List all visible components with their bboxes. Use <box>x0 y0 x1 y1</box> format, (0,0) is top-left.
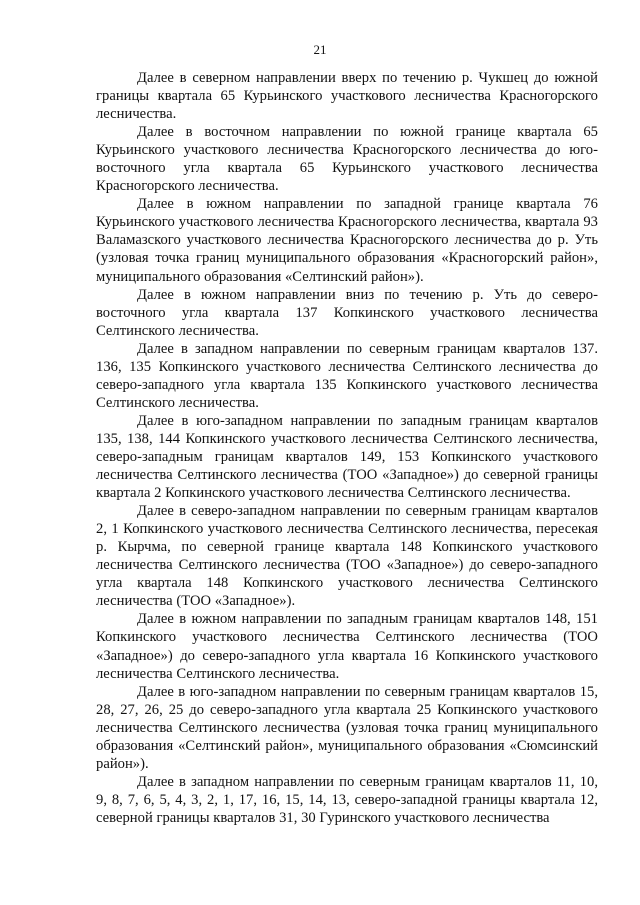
page-number: 21 <box>313 42 327 57</box>
paragraph: Далее в западном направлении по северным границам кварталов 137. 136, 135 Копкинского участкового лесничества Селтинского лесничества до северо-западного угла квартала 135 Копкинского участкового лесничества Селтинского лесничества. <box>96 340 598 411</box>
document-body <box>96 69 598 827</box>
paragraph: Далее в юго-западном направлении по западным границам кварталов 135, 138, 144 Копкинского участкового лесничества Селтинского лесничества, северо-западным границам кварталов 149, 153 Копкинского участкового лесничества Селтинского лесничества (ТОО «Западное») до северной границы квартала 2 Копкинского участкового лесничества Селтинского лесничества. <box>96 412 598 502</box>
paragraph: Далее в южном направлении по западным границам кварталов 148, 151 Копкинского участкового лесничества Селтинского лесничества (ТОО «Западное») до северо-западного угла квартала 16 Копкинского участкового лесничества Селтинского лесничества. <box>96 611 598 682</box>
paragraph: Далее в северном направлении вверх по течению р. Чукшец до южной границы квартала 65 Курьинского участкового лесничества Красногорского лесничества. <box>96 70 598 123</box>
paragraph: Далее в южном направлении вниз по течению р. Уть до северо-восточного угла квартала 137 Копкинского участкового лесничества Селтинского лесничества. <box>96 286 598 339</box>
paragraph: Далее в западном направлении по северным границам кварталов 11, 10, 9, 8, 7, 6, 5, 4, 3, 2, 1, 17, 16, 15, 14, 13, северо-западной границы квартала 12, северной границы кварталов 31, 30 Гуринского участкового лесничества <box>96 773 598 826</box>
paragraph: Далее в восточном направлении по южной границе квартала 65 Курьинского участкового лесничества Красногорского лесничества до юго-восточного угла квартала 65 Курьинского участкового лесничества Красногорского лесничества. <box>96 124 598 195</box>
paragraph: Далее в юго-западном направлении по северным границам кварталов 15, 28, 27, 26, 25 до северо-западного угла квартала 25 Копкинского участкового лесничества Селтинского лесничества (узловая точка границ муниципального образования «Селтинский район», муниципального образования «Сюмсинский район»). <box>96 683 598 772</box>
paragraph: Далее в южном направлении по западной границе квартала 76 Курьинского участкового лесничества Красногорского лесничества, квартала 93 Валамазского участкового лесничества Красногорского лесничества до р. Уть (узловая точка границ муниципального образования «Красногорский район», муниципального образования «Селтинский район»). <box>96 196 598 285</box>
paragraph: Далее в северо-западном направлении по северным границам кварталов 2, 1 Копкинского участкового лесничества Селтинского лесничества, пересекая р. Кырчма, по северной границе квартала 148 Копкинского участкового лесничества Селтинского лесничества (ТОО «Западное») до северо-западного угла квартала 148 Копкинского участкового лесничества Селтинского лесничества (ТОО «Западное»). <box>96 503 598 610</box>
